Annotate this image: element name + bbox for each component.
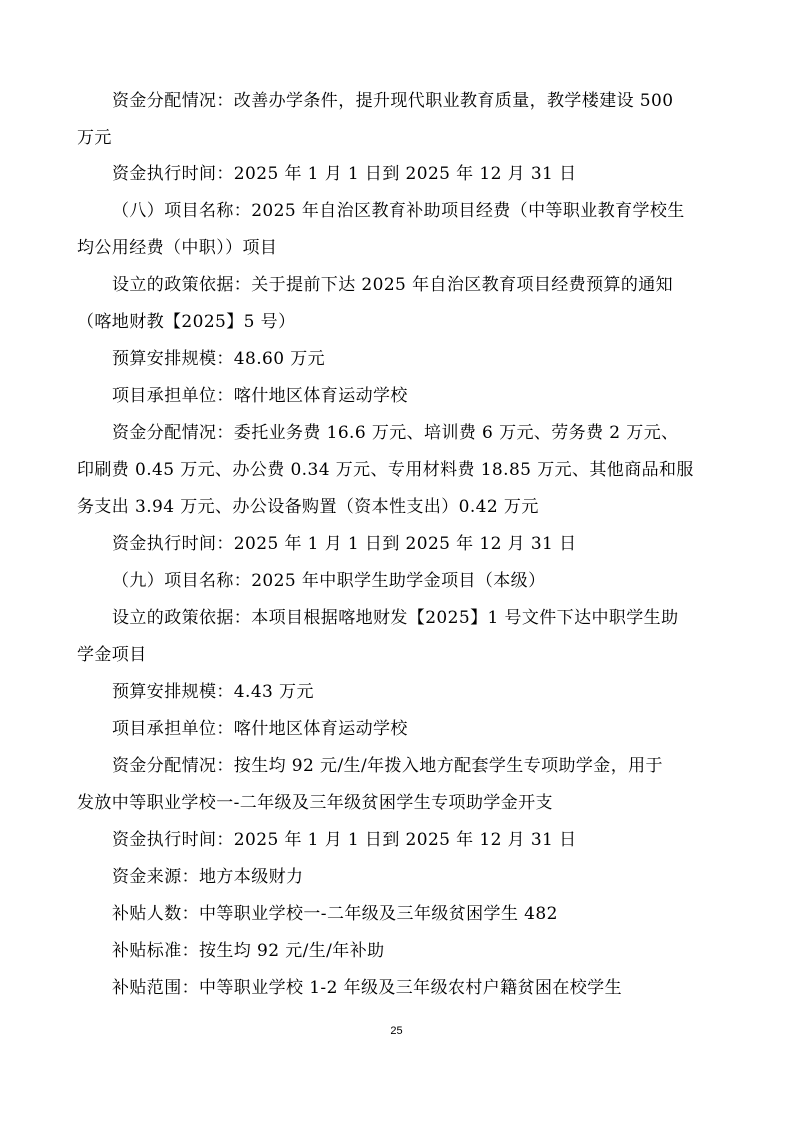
text-line: 补贴人数：中等职业学校一-二年级及三年级贫困学生 482 (112, 904, 558, 924)
text-line: 发放中等职业学校一-二年级及三年级贫困学生专项助学金开支 (77, 793, 553, 813)
text-line: 补贴标准：按生均 92 元/生/年补助 (112, 941, 385, 961)
text-line: （八）项目名称：2025 年自治区教育补助项目经费（中等职业教育学校生 (112, 201, 685, 221)
text-line: 资金执行时间：2025 年 1 月 1 日到 2025 年 12 月 31 日 (112, 534, 577, 554)
text-line: 资金分配情况：改善办学条件，提升现代职业教育质量，教学楼建设 500 (112, 91, 674, 111)
text-line: 补贴范围：中等职业学校 1-2 年级及三年级农村户籍贫困在校学生 (112, 978, 622, 998)
text-line: 预算安排规模：4.43 万元 (112, 682, 314, 702)
text-line: 项目承担单位：喀什地区体育运动学校 (112, 386, 408, 406)
text-line: 资金分配情况：委托业务费 16.6 万元、培训费 6 万元、劳务费 2 万元、 (112, 423, 679, 443)
text-line: 万元 (77, 128, 112, 148)
text-line: 务支出 3.94 万元、办公设备购置（资本性支出）0.42 万元 (77, 497, 539, 517)
page-number: 25 (390, 1025, 403, 1037)
text-line: 均公用经费（中职））项目 (77, 238, 278, 258)
text-line: 资金执行时间：2025 年 1 月 1 日到 2025 年 12 月 31 日 (112, 830, 577, 850)
text-line: 设立的政策依据：关于提前下达 2025 年自治区教育项目经费预算的通知 (112, 275, 674, 295)
text-line: 资金执行时间：2025 年 1 月 1 日到 2025 年 12 月 31 日 (112, 164, 577, 184)
text-line: 资金来源：地方本级财力 (112, 867, 304, 887)
text-line: 资金分配情况：按生均 92 元/生/年拨入地方配套学生专项助学金，用于 (112, 756, 663, 776)
text-line: 印刷费 0.45 万元、办公费 0.34 万元、专用材料费 18.85 万元、其他商品和服 (77, 460, 694, 480)
text-line: 学金项目 (77, 645, 147, 665)
text-line: 项目承担单位：喀什地区体育运动学校 (112, 719, 408, 739)
text-line: 设立的政策依据：本项目根据喀地财发【2025】1 号文件下达中职学生助 (112, 608, 679, 628)
text-line: 预算安排规模：48.60 万元 (112, 349, 326, 369)
text-line: （喀地财教【2025】5 号） (77, 312, 296, 332)
text-line: （九）项目名称：2025 年中职学生助学金项目（本级） (112, 571, 546, 591)
